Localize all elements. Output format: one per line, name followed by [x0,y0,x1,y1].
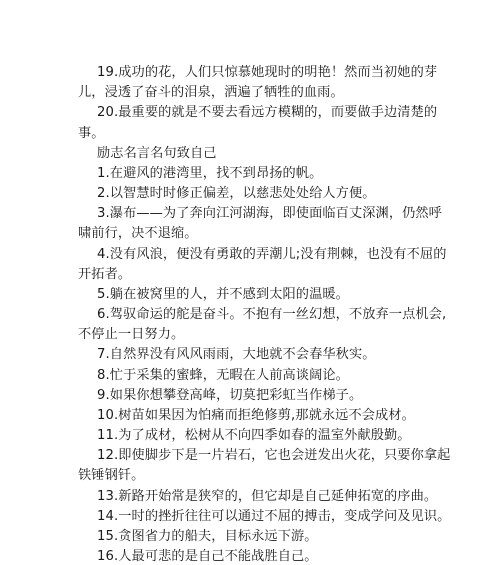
text-line-19b: 儿，浸透了奋斗的泪泉，洒遍了牺牲的血雨。 [78,85,344,101]
text-line-3a: 3.瀑布——为了奔向江河湖海，即使面临百丈深渊，仍然呼 [97,206,442,222]
text-line-9: 9.如果你想攀登高峰，切莫把彩虹当作梯子。 [97,387,363,403]
text-line-6b: 不停止一日努力。 [78,327,185,343]
text-line-8: 8.忙于采集的蜜蜂，无暇在人前高谈阔论。 [97,367,349,383]
text-line-5: 5.躺在被窝里的人，并不感到太阳的温暖。 [97,286,349,302]
text-line-11: 11.为了成材，松树从不向四季如春的温室外献殷勤。 [97,428,411,443]
text-line-6a: 6.驾驭命运的舵是奋斗。不抱有一丝幻想，不放弃一点机会, [97,307,447,322]
text-line-10: 10.树苗如果因为怕痛而拒绝修剪,那就永远不会成材。 [97,407,415,423]
text-line-2: 2.以智慧时时修正偏差，以慈悲处处给人方便。 [97,186,376,201]
text-line-4b: 开拓者。 [78,266,132,282]
text-line-7: 7.自然界没有风风雨雨，大地就不会春华秋实。 [97,347,376,363]
text-line-14: 14.一时的挫折往往可以通过不屈的搏击，变成学问及见识。 [97,508,451,524]
text-line-3b: 啸前行，决不退缩。 [78,226,198,242]
text-line-16: 16.人最可悲的是自己不能战胜自己。 [97,549,318,564]
section-heading: 励志名言名句致自己 [97,145,217,161]
text-line-20a: 20.最重要的就是不要去看远方模糊的，而要做手边清楚的 [97,105,438,121]
text-line-19a: 19.成功的花，人们只惊慕她现时的明艳！然而当初她的芽 [97,65,438,80]
text-line-1: 1.在避风的港湾里，找不到昂扬的帆。 [97,165,323,181]
text-line-15: 15.贪图省力的船夫，目标永远下游。 [97,528,318,544]
text-line-4a: 4.没有风浪，便没有勇敢的弄潮儿;没有荆棘，也没有不屈的 [97,246,447,262]
text-line-13: 13.新路开始常是狭窄的，但它却是自己延伸拓宽的序曲。 [97,488,438,504]
text-line-12a: 12.即使脚步下是一片岩石，它也会迸发出火花，只要你拿起 [97,448,451,464]
text-line-12b: 铁锤钢钎。 [78,468,145,484]
text-line-20b: 事。 [78,125,105,141]
